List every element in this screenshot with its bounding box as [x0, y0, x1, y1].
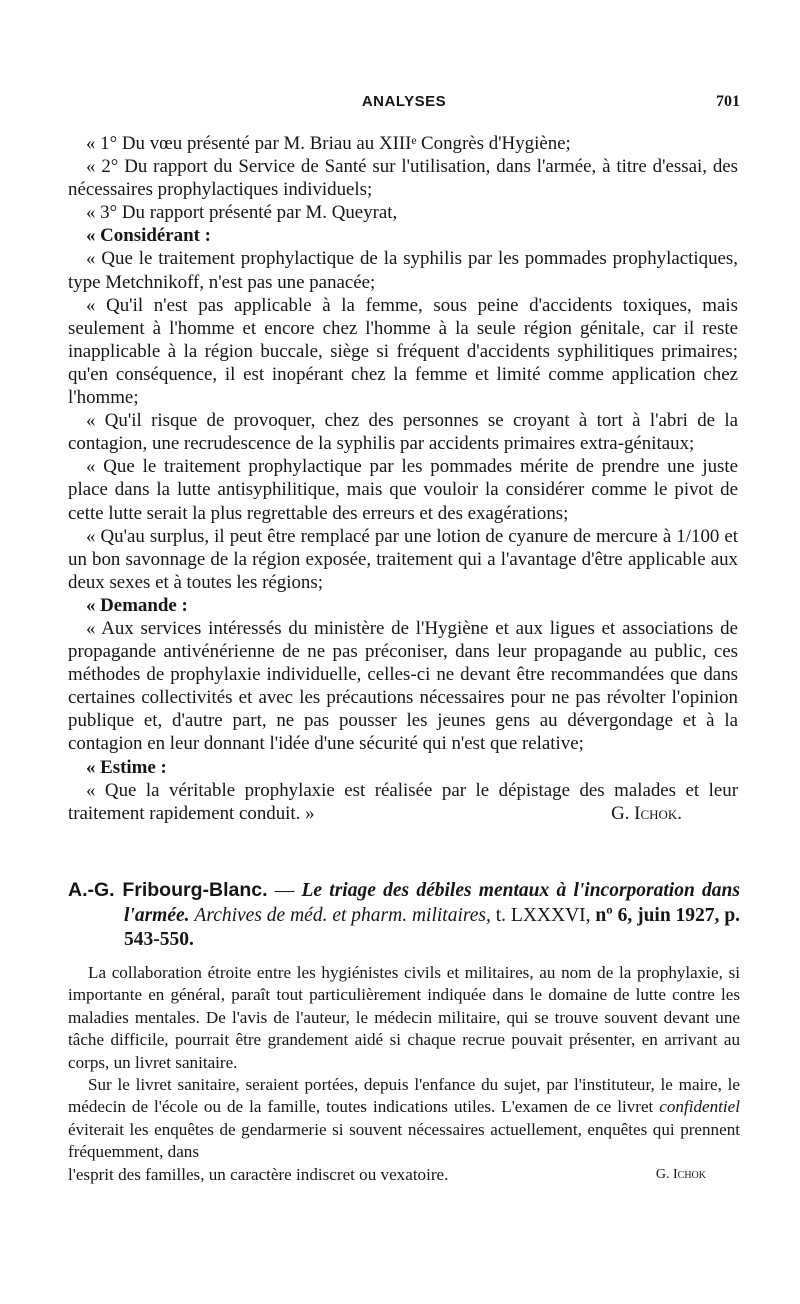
article-citation: [68, 878, 740, 953]
review-last-line-text: l'esprit des familles, un caractère indiscret ou vexatoire.: [68, 1164, 449, 1184]
considerant-2: « Qu'il n'est pas applicable à la femme, sous peine d'accidents toxiques, mais seulement à l'homme et encore chez l'homme à la seule région génitale, car il reste inapplicable à la région buccale, siège si fréquent d'accidents syphilitiques primaires; qu'en conséquence, il est inopérant chez la femme et limité comme application chez l'homme;: [68, 294, 738, 409]
review-confidential-word: confidentiel: [659, 1097, 740, 1117]
running-head: ANALYSES: [361, 93, 447, 110]
review-last-line: [68, 1164, 740, 1186]
considerant-5: « Qu'au surplus, il peut être remplacé par une lotion de cyanure de mercure à 1/100 et un bon savonnage de la région exposée, traitement qui a l'avantage d'être applicable aux deux sexes et à toutes les régions;: [68, 525, 738, 593]
citation-dash: —: [267, 880, 302, 901]
citation-issue: nº 6, juin 1927, p. 543-550.: [124, 904, 741, 950]
considerant-4: « Que le traitement prophylactique par les pommades mérite de prendre une juste place dans la lutte antisyphilitique, mais que vouloir la considérer comme le pivot de cette lutte serait la plus regrettable des erreurs et des exagérations;: [68, 456, 738, 524]
citation-volume: t. LXXXVI,: [490, 904, 591, 926]
article-review: [68, 962, 740, 1186]
page-number: 701: [716, 93, 740, 110]
resolution-item-3: « 3° Du rapport présenté par M. Queyrat,: [86, 202, 398, 224]
review-paragraph-1: La collaboration étroite entre les hygiénistes civils et militaires, au nom de la prophylaxie, si importante en général, paraît tout particulièrement indiquée dans le domaine de lutte contre les maladies mentales. De l'avis de l'auteur, le médecin militaire, qui se trouve souvent devant une tâche difficile, pourrait être grandement aidé si chaque recrue pouvait présenter, en arrivant au corps, un livret sanitaire.: [68, 963, 740, 1072]
considerant-heading: « Considérant :: [86, 225, 211, 247]
estime-text: [68, 779, 738, 825]
citation-journal: Archives de méd. et pharm. militaires,: [194, 904, 491, 926]
review-paragraph-2-end: éviterait les enquêtes de gendarmerie si souvent nécessaires actuellement, enquêtes qui prennent fréquemment, dans: [68, 1119, 740, 1162]
quoted-resolution: [68, 132, 738, 825]
considerant-1: « Que le traitement prophylactique de la syphilis par les pommades prophylactiques, type Metchnikoff, n'est pas une panacée;: [68, 248, 738, 293]
page-header: [68, 93, 740, 115]
quote-signature: G. Ichok.: [611, 802, 682, 824]
review-paragraph-2-start: Sur le livret sanitaire, seraient portées, depuis l'enfance du sujet, par l'instituteur, le maire, le médecin de l'école ou de la famille, toutes indications utiles. L'examen de ce livret: [68, 1075, 740, 1117]
estime-heading: « Estime :: [86, 756, 167, 778]
considerant-3: « Qu'il risque de provoquer, chez des personnes se croyant à tort à l'abri de la contagion, une recrudescence de la syphilis par accidents primaires extra-génitaux;: [68, 410, 738, 455]
resolution-item-1: « 1° Du vœu présenté par M. Briau au XIIIᵉ Congrès d'Hygiène;: [86, 133, 571, 154]
estime-closing: « Que la véritable prophylaxie est réalisée par le dépistage des malades et leur traitement rapidement conduit. »: [68, 779, 738, 824]
demande-text: « Aux services intéressés du ministère de l'Hygiène et aux ligues et associations de propagande antivénérienne de ne pas préconiser, dans leur propagande au public, ces méthodes de prophylaxie individuelle, celles-ci ne devant être recommandées que dans certaines collectivités et avec les précautions nécessaires pour ne pas révolter l'opinion publique et, d'autre part, ne pas pousser les jeunes gens au dévergondage et à la contagion en leur donnant l'idée d'une sécurité qui n'est que relative;: [68, 617, 738, 755]
resolution-item-2: « 2° Du rapport du Service de Santé sur l'utilisation, dans l'armée, à titre d'essai, des nécessaires prophylactiques individuels;: [68, 156, 738, 201]
citation-author: A.-G. Fribourg-Blanc.: [68, 879, 268, 901]
citation-block: [68, 878, 740, 953]
citation-title: Le triage des débiles mentaux à l'incorporation dans l'armée.: [124, 880, 740, 926]
review-signature: G. Ichok: [655, 1166, 706, 1182]
demande-heading: « Demande :: [86, 594, 188, 616]
review-paragraph-2: [68, 1074, 740, 1164]
